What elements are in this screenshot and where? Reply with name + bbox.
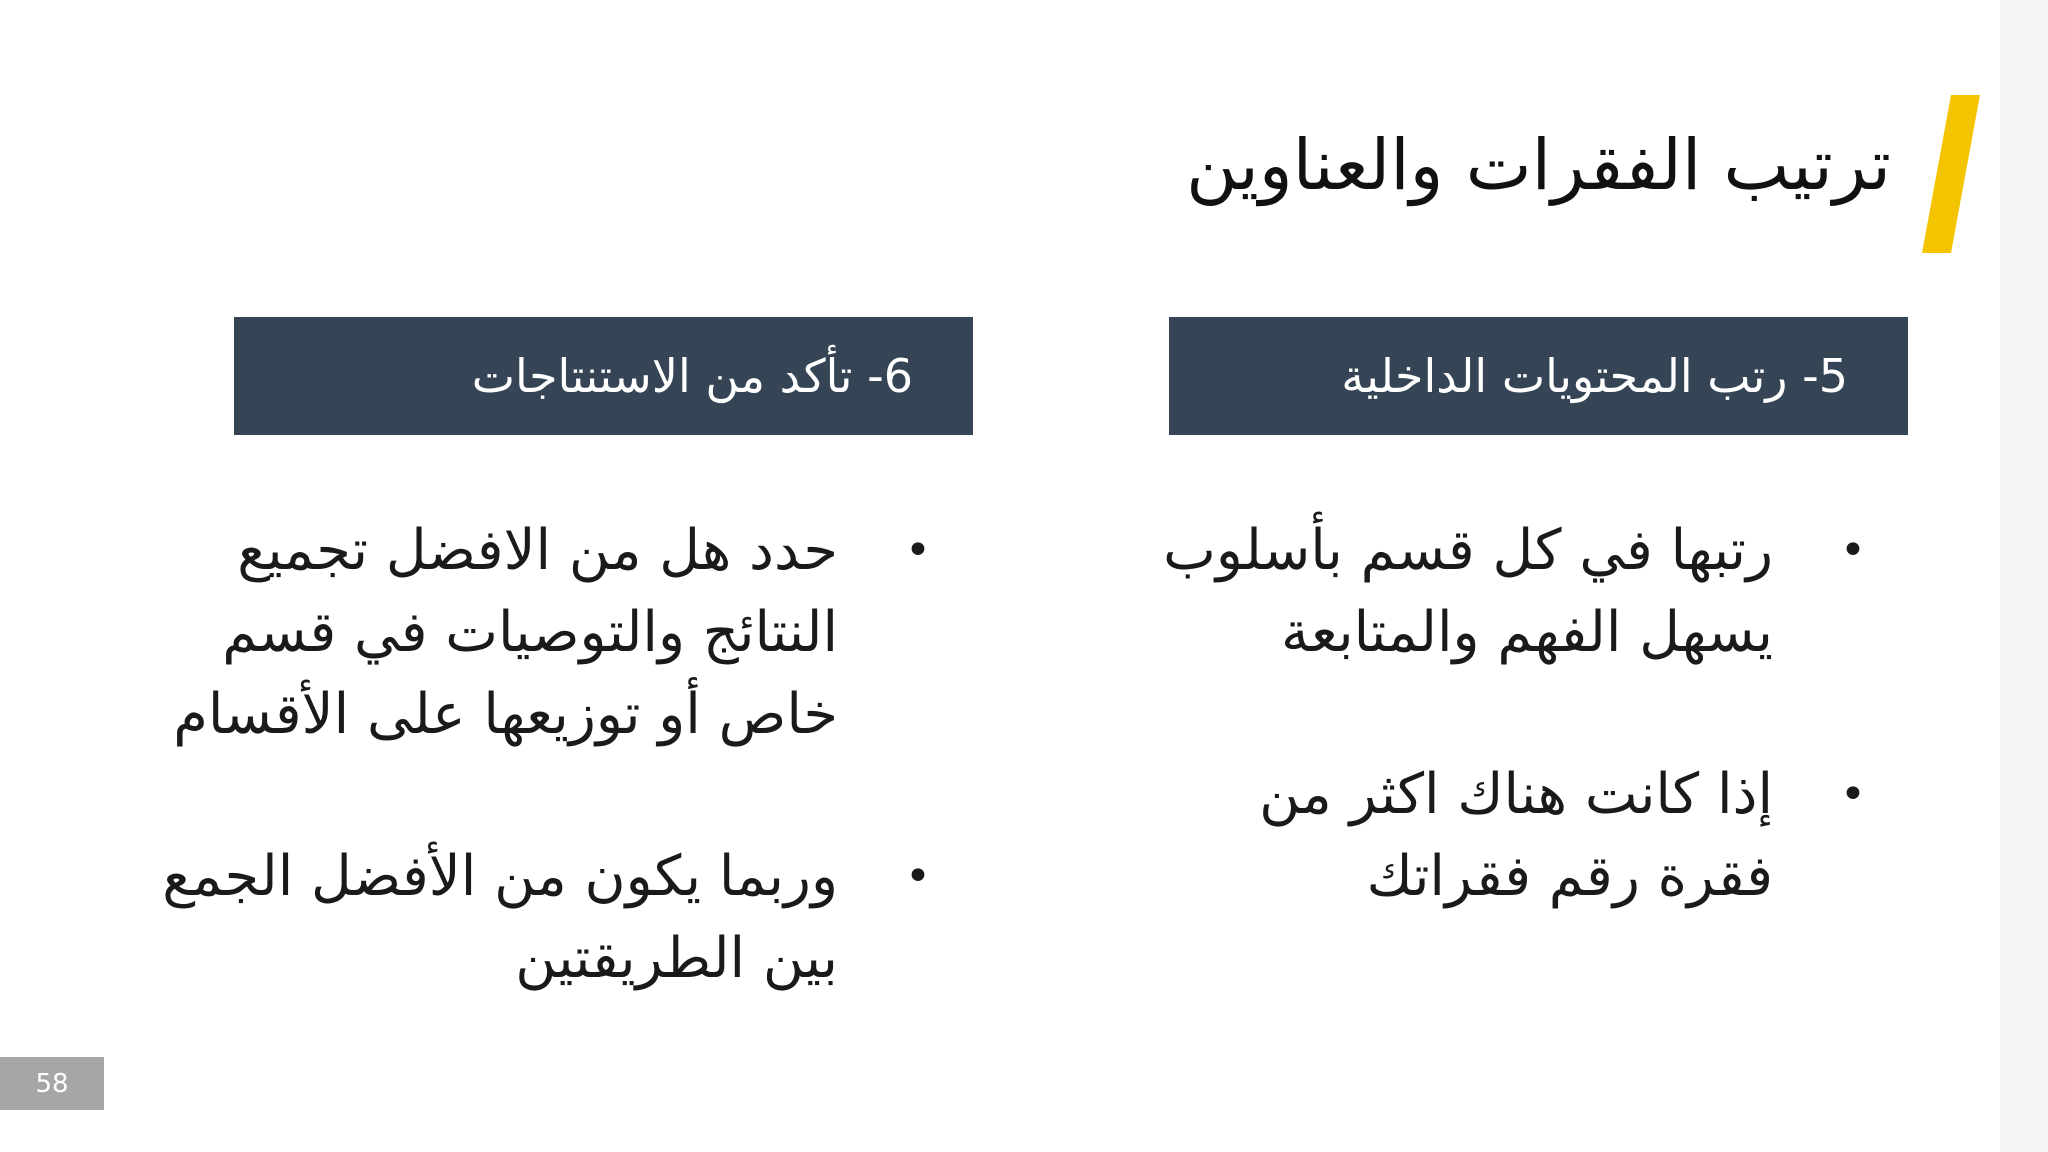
column-header-label: 6- تأكد من الاستنتاجات: [471, 349, 913, 403]
bullet-icon: •: [905, 525, 931, 576]
bullet-text: حدد هل من الافضل تجميع النتائج والتوصيات في قسم خاص أو توزيعها على الأقسام: [173, 518, 838, 747]
accent-bar: [1922, 95, 1980, 253]
column-header-contents: [1169, 317, 1908, 435]
column-header-conclusions: [234, 317, 973, 435]
column-header-label: 5- رتب المحتويات الداخلية: [1341, 349, 1848, 403]
bullet-text: وربما يكون من الأفضل الجمع بين الطريقتين: [162, 844, 838, 991]
bullet-icon: •: [905, 851, 931, 902]
bullet-list-contents: [1153, 510, 1873, 998]
bullet-list-conclusions: [138, 510, 938, 1080]
bullet-icon: •: [1840, 769, 1866, 820]
slide-edge: [2000, 0, 2048, 1152]
list-item: [1153, 510, 1873, 674]
list-item: [1153, 754, 1873, 918]
list-item: [138, 510, 938, 756]
bullet-icon: •: [1840, 525, 1866, 576]
page-number: 58: [0, 1057, 104, 1110]
bullet-text: إذا كانت هناك اكثر من فقرة رقم فقراتك: [1259, 762, 1773, 909]
list-item: [138, 836, 938, 1000]
bullet-text: رتبها في كل قسم بأسلوب يسهل الفهم والمتابعة: [1163, 518, 1773, 665]
slide-title: ترتيب الفقرات والعناوين: [1186, 124, 1891, 206]
